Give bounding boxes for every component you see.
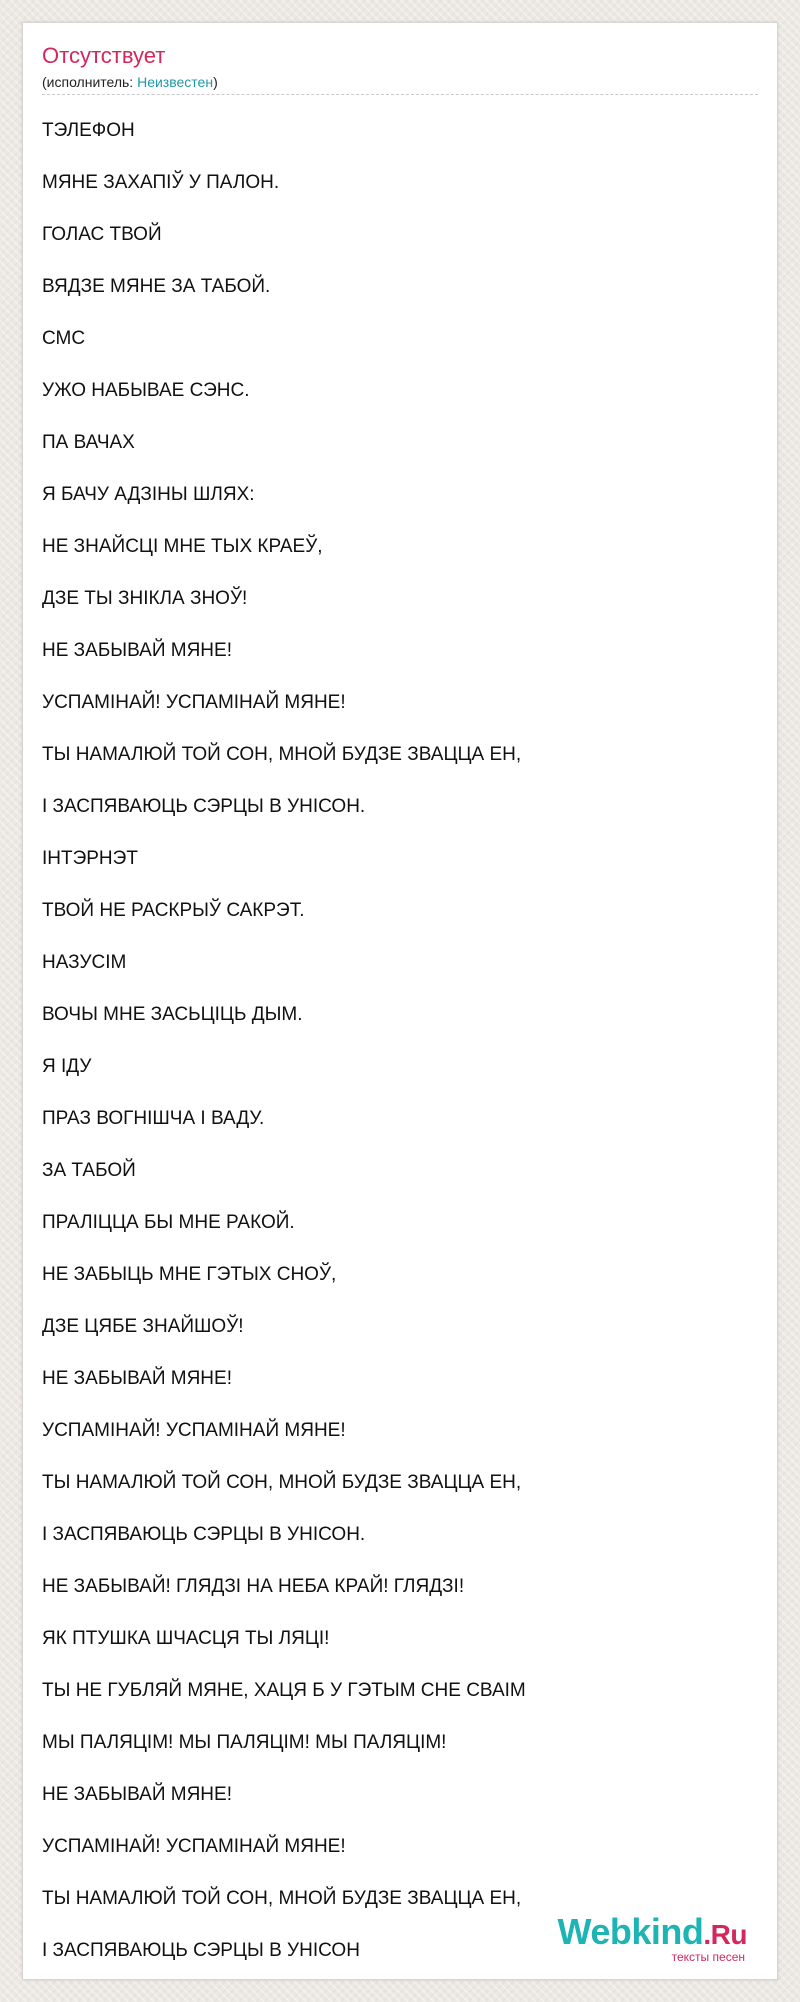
lyric-line: ІНТЭРНЭТ — [42, 848, 138, 869]
artist-suffix: ) — [213, 74, 218, 90]
lyric-line: НЕ ЗАБЫВАЙ МЯНЕ! — [42, 640, 232, 661]
lyric-line: І ЗАСПЯВАЮЦЬ СЭРЦЫ В УНІСОН — [42, 1940, 360, 1961]
lyric-line: Я ІДУ — [42, 1056, 92, 1077]
lyric-line: ТЫ НАМАЛЮЙ ТОЙ СОН, МНОЙ БУДЗЕ ЗВАЦЦА ЕН, — [42, 744, 522, 765]
lyric-line: НЕ ЗАБЫВАЙ МЯНЕ! — [42, 1368, 232, 1389]
lyric-line: МЯНЕ ЗАХАПІЎ У ПАЛОН. — [42, 172, 280, 193]
lyric-line: ЗА ТАБОЙ — [42, 1160, 136, 1181]
logo-wordmark — [557, 1911, 747, 1953]
lyric-line: ПА ВАЧАХ — [42, 432, 135, 453]
lyric-line: НЕ ЗАБЫВАЙ МЯНЕ! — [42, 1784, 232, 1805]
logo-brand: Webkind — [557, 1911, 704, 1952]
lyric-line: НЕ ЗНАЙСЦІ МНЕ ТЫХ КРАЕЎ, — [42, 536, 323, 557]
song-title: Отсутствует — [42, 43, 166, 68]
lyric-line: ТЫ НАМАЛЮЙ ТОЙ СОН, МНОЙ БУДЗЕ ЗВАЦЦА ЕН, — [42, 1888, 522, 1909]
lyrics-body — [42, 119, 758, 1991]
lyric-line: ГОЛАС ТВОЙ — [42, 224, 162, 245]
lyric-line: УСПАМІНАЙ! УСПАМІНАЙ МЯНЕ! — [42, 1420, 346, 1441]
lyric-line: ТЫ НЕ ГУБЛЯЙ МЯНЕ, ХАЦЯ Б У ГЭТЫМ СНЕ СВАІМ — [42, 1680, 526, 1701]
header-divider — [42, 94, 758, 95]
lyric-line: ВЯДЗЕ МЯНЕ ЗА ТАБОЙ. — [42, 276, 271, 297]
lyric-line: ДЗЕ ТЫ ЗНІКЛА ЗНОЎ! — [42, 588, 248, 609]
lyric-line: УЖО НАБЫВАЕ СЭНС. — [42, 380, 250, 401]
logo-tld: .Ru — [703, 1919, 747, 1950]
lyric-line: УСПАМІНАЙ! УСПАМІНАЙ МЯНЕ! — [42, 692, 346, 713]
lyric-line: ТЫ НАМАЛЮЙ ТОЙ СОН, МНОЙ БУДЗЕ ЗВАЦЦА ЕН, — [42, 1472, 522, 1493]
logo-tagline: тексты песен — [671, 1950, 745, 1964]
lyric-line: НЕ ЗАБЫЦЬ МНЕ ГЭТЫХ СНОЎ, — [42, 1264, 337, 1285]
lyric-line: ТЭЛЕФОН — [42, 120, 135, 141]
artist-prefix: (исполнитель: — [42, 74, 138, 90]
lyric-line: ЯК ПТУШКА ШЧАСЦЯ ТЫ ЛЯЦІ! — [42, 1628, 330, 1649]
lyric-line: МЫ ПАЛЯЦІМ! МЫ ПАЛЯЦІМ! МЫ ПАЛЯЦІМ! — [42, 1732, 447, 1753]
lyric-line: І ЗАСПЯВАЮЦЬ СЭРЦЫ В УНІСОН. — [42, 796, 366, 817]
lyric-line: СМС — [42, 328, 86, 349]
lyric-line: УСПАМІНАЙ! УСПАМІНАЙ МЯНЕ! — [42, 1836, 346, 1857]
lyric-line: Я БАЧУ АДЗІНЫ ШЛЯХ: — [42, 484, 255, 505]
lyric-line: ДЗЕ ЦЯБЕ ЗНАЙШОЎ! — [42, 1316, 244, 1337]
lyric-line: І ЗАСПЯВАЮЦЬ СЭРЦЫ В УНІСОН. — [42, 1524, 366, 1545]
lyric-line: ПРАЗ ВОГНІШЧА І ВАДУ. — [42, 1108, 265, 1129]
lyric-line: ВОЧЫ МНЕ ЗАСЬЦІЦЬ ДЫМ. — [42, 1004, 303, 1025]
webkind-logo — [557, 1911, 747, 1964]
lyric-line: НЕ ЗАБЫВАЙ! ГЛЯДЗІ НА НЕБА КРАЙ! ГЛЯДЗІ! — [42, 1576, 465, 1597]
artist-line — [42, 73, 218, 91]
lyric-line: ПРАЛІЦЦА БЫ МНЕ РАКОЙ. — [42, 1212, 295, 1233]
artist-link[interactable]: Неизвестен — [137, 74, 214, 90]
lyric-line: ТВОЙ НЕ РАСКРЫЎ САКРЭТ. — [42, 900, 305, 921]
lyric-line: НАЗУСІМ — [42, 952, 127, 973]
lyrics-card — [22, 22, 778, 1980]
